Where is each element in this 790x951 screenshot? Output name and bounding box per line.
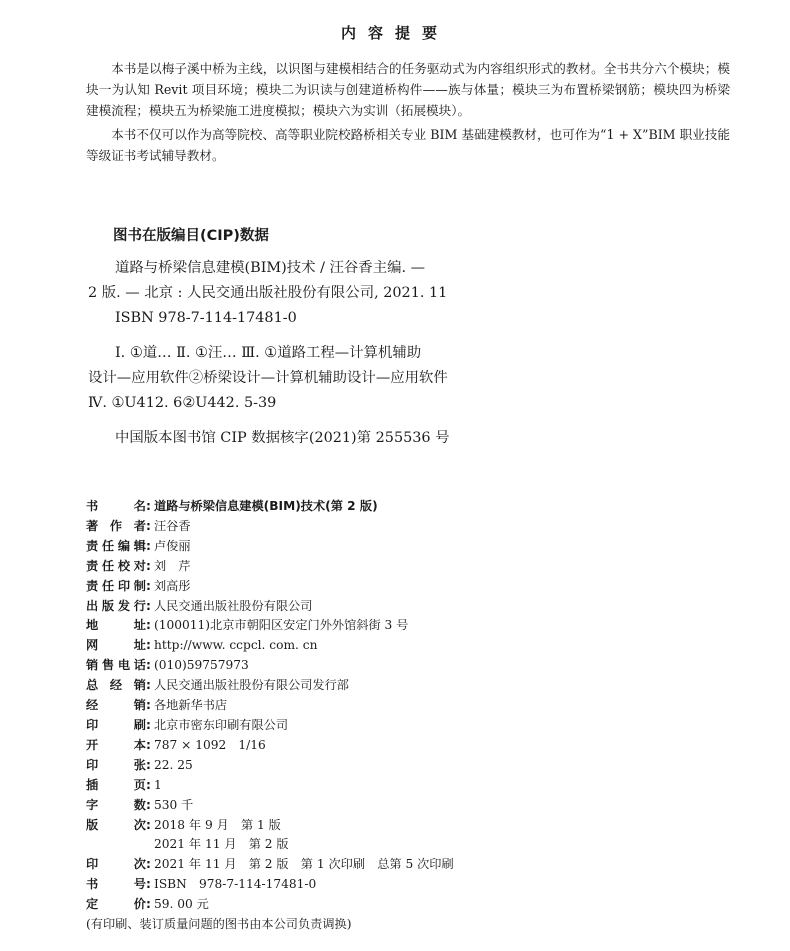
colophon-label: 书号 [86,877,146,892]
cip-record-number-line: 中国版本图书馆 CIP 数据核字(2021)第 255536 号 [115,430,450,446]
colophon-value: 530 千 [154,797,194,812]
colophon-label: 责任校对 [86,558,146,573]
colophon-value: 59. 00 元 [154,897,209,912]
colophon-value: 刘高彤 [154,578,191,593]
colophon-row-editor: 责任编辑 : 卢俊丽 [86,537,686,557]
summary-text [86,58,730,169]
colophon-value: 各地新华书店 [154,698,228,713]
colophon-label: 字数 [86,797,146,812]
colophon-row-edition-continued [86,835,686,855]
colophon-row-phone: 销售电话 : (010)59757973 [86,656,686,676]
colophon-label: 印张 [86,757,146,772]
colophon-value: 汪谷香 [154,518,191,533]
cip-title-line: 道路与桥梁信息建模(BIM)技术 / 汪谷香主编. — [115,260,426,276]
colophon-row-website: 网址 : http://www. ccpcl. com. cn [86,636,686,656]
colophon-row-title: 书名 : 道路与桥梁信息建模(BIM)技术(第 2 版) [86,497,686,517]
colophon-row-seller: 经销 : 各地新华书店 [86,696,686,716]
colophon-row-distributor: 总经销 : 人民交通出版社股份有限公司发行部 [86,676,686,696]
colophon-value: 刘 芹 [154,558,191,573]
colophon-value: 北京市密东印刷有限公司 [154,717,289,732]
summary-paragraph-1: 本书是以梅子溪中桥为主线，以识图与建模相结合的任务驱动式为内容组织形式的教材。全书共分六个模块；模块一为认知 Revit 项目环境；模块二为识读与创建道桥构件——族与体量；模块三为布置桥梁钢筋；模块四为桥梁建模流程；模块五为桥梁施工进度模拟；模块六为实训（拓展模块）。 [86,61,730,118]
colophon-row-isbn: 书号 : ISBN 978-7-114-17481-0 [86,875,686,895]
colophon-label: 出版发行 [86,598,146,613]
summary-heading: 内容提要 [340,24,449,42]
summary-paragraph-2: 本书不仅可以作为高等院校、高等职业院校路桥相关专业 BIM 基础建模教材，也可作为“1 + X”BIM 职业技能等级证书考试辅导教材。 [86,127,730,163]
colophon-row-print-manager: 责任印制 : 刘高彤 [86,577,686,597]
colophon-value: 787 × 1092 1/16 [154,737,266,752]
colophon-row-printer: 印刷 : 北京市密东印刷有限公司 [86,716,686,736]
colophon-value: (010)59757973 [154,658,249,673]
colophon-value: (100011)北京市朝阳区安定门外外馆斜街 3 号 [154,618,409,633]
colophon-row-address: 地址 : (100011)北京市朝阳区安定门外外馆斜街 3 号 [86,616,686,636]
colophon-value: http://www. ccpcl. com. cn [154,638,318,653]
colophon-value: 卢俊丽 [154,538,191,553]
colophon [86,497,686,935]
colophon-value: 人民交通出版社股份有限公司 [154,598,313,613]
cip-edition-line: 2 版. — 北京 : 人民交通出版社股份有限公司, 2021. 11 [88,285,448,301]
cip-isbn-line: ISBN 978-7-114-17481-0 [115,310,297,326]
colophon-label: 定价 [86,897,146,912]
colophon-label: 销售电话 [86,658,146,673]
colophon-label: 经销 [86,698,146,713]
colophon-row-author: 著作者 : 汪谷香 [86,517,686,537]
colophon-label: 印刷 [86,717,146,732]
cip-data [88,256,528,451]
cip-heading: 图书在版编目(CIP)数据 [113,228,269,244]
colophon-label: 网址 [86,638,146,653]
colophon-value: ISBN 978-7-114-17481-0 [154,877,317,892]
colophon-value: 22. 25 [154,757,193,772]
cip-classification-line: Ⅰ. ①道… Ⅱ. ①汪… Ⅲ. ①道路工程—计算机辅助 [115,345,422,361]
colophon-label: 责任印制 [86,578,146,593]
colophon-label: 地址 [86,618,146,633]
quality-note: (有印刷、装订质量问题的图书由本公司负责调换) [86,917,352,932]
colophon-label: 责任编辑 [86,538,146,553]
colophon-row-proofreader: 责任校对 : 刘 芹 [86,557,686,577]
colophon-value: 道路与桥梁信息建模(BIM)技术(第 2 版) [154,499,378,513]
colophon-row-price: 定价 : 59. 00 元 [86,895,686,915]
colophon-value: 人民交通出版社股份有限公司发行部 [154,678,349,693]
colophon-label: 开本 [86,737,146,752]
colophon-row-edition: 版次 : 2018 年 9 月 第 1 版 [86,816,686,836]
colophon-row-publisher: 出版发行 : 人民交通出版社股份有限公司 [86,597,686,617]
colophon-label: 著作者 [86,518,146,533]
colophon-row-impression: 印次 : 2021 年 11 月 第 2 版 第 1 次印刷 总第 5 次印刷 [86,855,686,875]
colophon-row-inserts: 插页 : 1 [86,776,686,796]
colophon-label: 插页 [86,777,146,792]
colophon-label: 总经销 [86,678,146,693]
colophon-row-word-count: 字数 : 530 千 [86,796,686,816]
colophon-value: 2018 年 9 月 第 1 版 [154,817,281,832]
colophon-row-format: 开本 : 787 × 1092 1/16 [86,736,686,756]
cip-class-number-line: Ⅳ. ①U412. 6②U442. 5-39 [88,395,277,411]
colophon-label: 书名 [86,499,146,513]
cip-subject-line: 设计—应用软件②桥梁设计—计算机辅助设计—应用软件 [88,370,448,386]
colophon-value: 2021 年 11 月 第 2 版 [154,837,289,852]
colophon-label: 版次 [86,817,146,832]
colophon-value: 1 [154,777,162,792]
colophon-row-sheets: 印张 : 22. 25 [86,756,686,776]
colophon-value: 2021 年 11 月 第 2 版 第 1 次印刷 总第 5 次印刷 [154,857,454,872]
colophon-label: 印次 [86,857,146,872]
